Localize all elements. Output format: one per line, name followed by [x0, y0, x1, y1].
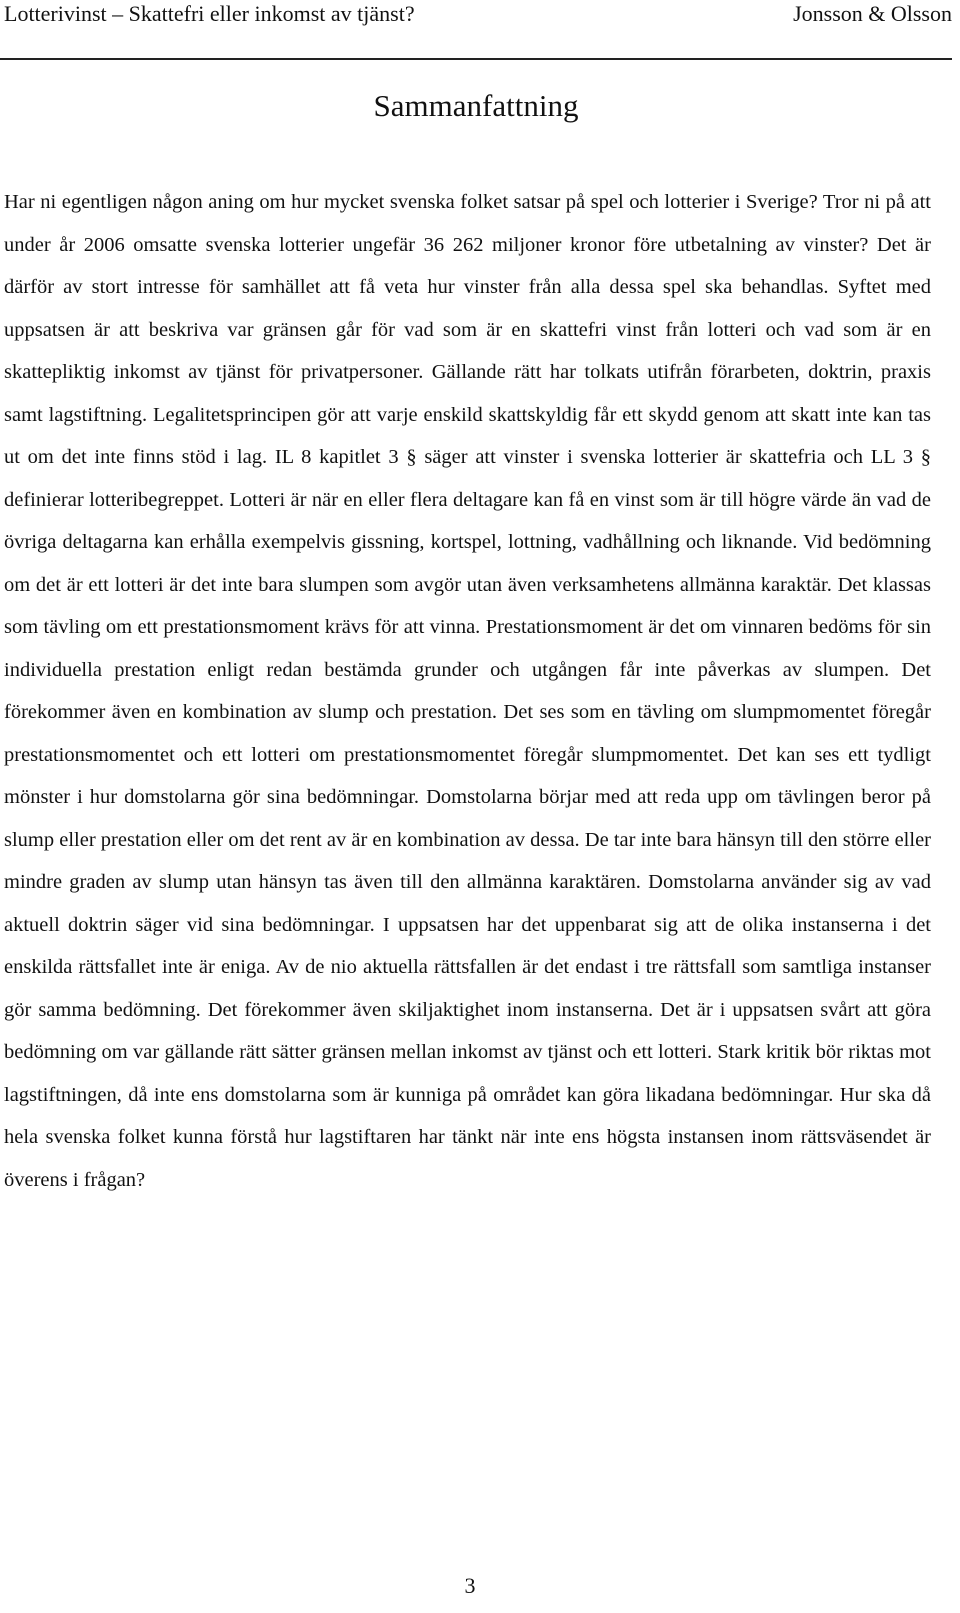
header-divider [0, 58, 952, 60]
abstract-paragraph: Har ni egentligen någon aning om hur mycket svenska folket satsar på spel och lotterier i Sverige? Tror ni på att under år 2006 omsatte svenska lotterier ungefär 36 262 miljoner kronor före utbetalning av vinster? Det är därför av stort intresse för samhället att få veta hur vinster från alla dessa spel ska behandlas. Syftet med uppsatsen är att beskriva var gränsen går för vad som är en skattefri vinst från lotteri och vad som är en skattepliktig inkomst av tjänst för privatpersoner. Gällande rätt har tolkats utifrån förarbeten, doktrin, praxis samt lagstiftning. Legalitetsprincipen gör att varje enskild skattskyldig får ett skydd genom att skatt inte kan tas ut om det inte finns stöd i lag. IL 8 kapitlet 3 § säger att vinster i svenska lotterier är skattefria och LL 3 § definierar lotteribegreppet. Lotteri är när en eller flera deltagare kan få en vinst som är till högre värde än vad de övriga deltagarna kan erhålla exempelvis gissning, kortspel, lottning, vadhållning och liknande. Vid bedömning om det är ett lotteri är det inte bara slumpen som avgör utan även verksamhetens allmänna karaktär. Det klassas som tävling om ett prestationsmoment krävs för att vinna. Prestationsmoment är det om vinnaren bedöms för sin individuella prestation enligt redan bestämda grunder och utgången får inte påverkas av slumpen. Det förekommer även en kombination av slump och prestation. Det ses som en tävling om slumpmomentet föregår prestationsmomentet och ett lotteri om prestationsmomentet föregår slumpmomentet. Det kan ses ett tydligt mönster i hur domstolarna gör sina bedömningar. Domstolarna börjar med att reda upp om tävlingen beror på slump eller prestation eller om det rent av är en kombination av dessa. De tar inte bara hänsyn till den större eller mindre graden av slump utan hänsyn tas även till den allmänna karaktären. Domstolarna använder sig av vad aktuell doktrin säger vid sina bedömningar. I uppsatsen har det uppenbarat sig att de olika instanserna i det enskilda rättsfallet inte är eniga. Av de nio aktuella rättsfallen är det endast i tre rättsfall som samtliga instanser gör samma bedömning. Det förekommer även skiljaktighet inom instanserna. Det är i uppsatsen svårt att göra bedömning om var gällande rätt sätter gränsen mellan inkomst av tjänst och ett lotteri. Stark kritik bör riktas mot lagstiftningen, då inte ens domstolarna som är kunniga på området kan göra likadana bedömningar. Hur ska då hela svenska folket kunna förstå hur lagstiftaren har tänkt när inte ens högsta instansen inom rättsväsendet är överens i frågan? [4, 191, 931, 1191]
section-title: Sammanfattning [373, 88, 579, 123]
header-authors: Jonsson & Olsson [793, 1, 952, 26]
header-title: Lotterivinst – Skattefri eller inkomst av tjänst? [4, 1, 415, 26]
page-number: 3 [464, 1573, 476, 1598]
running-header [0, 0, 952, 30]
